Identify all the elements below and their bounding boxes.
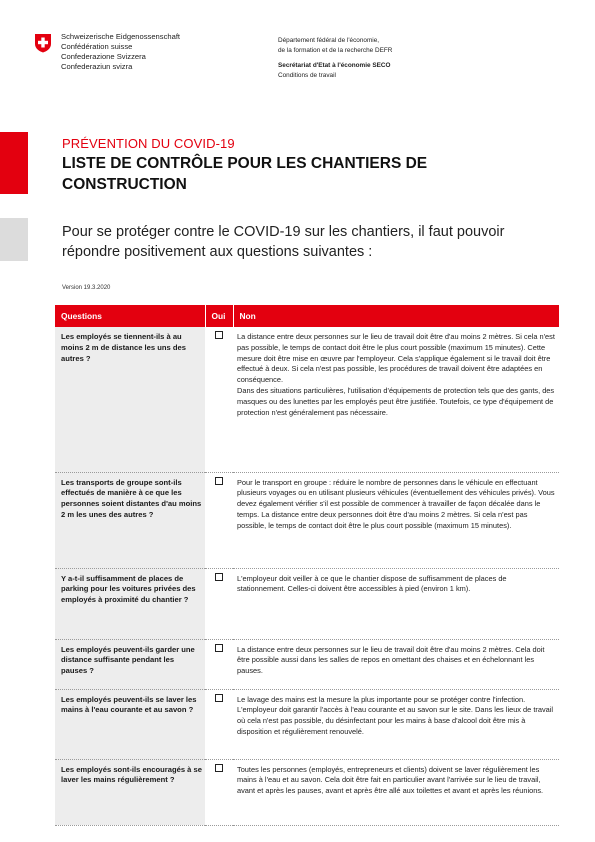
answer-paragraph: L'employeur doit veiller à ce que le chantier dispose de suffisamment de places de stationnement. Celles-ci doivent être accessibles à pied (environ 1 km). [237, 573, 507, 594]
question-cell: Les employés sont-ils encouragés à se laver les mains régulièrement ? [55, 759, 205, 825]
answer-paragraph: Pour le transport en groupe : réduire le nombre de personnes dans le véhicule en effectuant plusieurs voyages ou en utilisant plusieurs véhicules (éventuellement des véhicules privés). Vous devez également vérifier s'il est possible de commencer à travailler de façon décalée dans le temps. La distance entre deux personnes doit être d'au moins 2 mètres. Si cela n'est pas possible, le temps de contact doit être le plus court possible (maximum 15 minutes). [237, 477, 555, 530]
question-cell: Les employés peuvent-ils se laver les mains à l'eau courante et au savon ? [55, 689, 205, 759]
department-line-1: Département fédéral de l'économie, [278, 37, 380, 44]
side-accent-bar [0, 132, 28, 194]
oui-checkbox[interactable] [215, 694, 223, 702]
header-oui: Oui [205, 305, 233, 327]
unit-name: Conditions de travail [278, 71, 336, 79]
document-kicker: PRÉVENTION DU COVID-19 [62, 136, 235, 151]
document-title: LISTE DE CONTRÔLE POUR LES CHANTIERS DE CONSTRUCTION [62, 155, 428, 193]
version-label: Version 19.3.2020 [62, 285, 111, 291]
answer-cell [233, 689, 559, 759]
oui-cell [205, 639, 233, 689]
answer-paragraph: La distance entre deux personnes sur le lieu de travail doit être d'au moins 2 mètres. Cela doit être possible aussi dans les salles de repos en omettant des chaises et en échelonnant les pauses. [237, 644, 545, 676]
table-row [55, 639, 559, 689]
table-row [55, 472, 559, 568]
table-row [55, 759, 559, 825]
side-grey-bar [0, 218, 28, 261]
table-row [55, 568, 559, 639]
oui-checkbox[interactable] [215, 644, 223, 652]
department-line-2: de la formation et de la recherche DEFR [278, 46, 393, 54]
answer-cell [233, 327, 559, 472]
answer-cell [233, 639, 559, 689]
checklist-table [55, 305, 559, 826]
answer-paragraph: Dans des situations particulières, l'utilisation d'équipements de protection tels que des gants, des masques ou des lunettes par les employés peut être justifiée. Toutefois, ce type d'équipement de protection n'est généralement pas nécessaire. [237, 385, 555, 417]
table-row [55, 327, 559, 472]
oui-cell [205, 689, 233, 759]
answer-cell [233, 759, 559, 825]
federal-name-de: Schweizerische Eidgenossenschaft [61, 32, 181, 41]
oui-cell [205, 759, 233, 825]
oui-checkbox[interactable] [215, 573, 223, 581]
header-questions: Questions [55, 305, 205, 327]
federal-name-fr: Confédération suisse [61, 42, 133, 51]
answer-paragraph: Toutes les personnes (employés, entrepreneurs et clients) doivent se laver régulièrement les mains à l'eau et au savon. Cela doit être fait en particulier avant l'arrivée sur le lieu de travail, avant et après les pauses, avant et après être allé aux toilettes et avant et après les réunions. [237, 764, 544, 796]
federal-name-rm: Confederaziun svizra [61, 62, 133, 71]
swiss-cross-logo [33, 33, 53, 53]
oui-cell [205, 327, 233, 472]
oui-cell [205, 568, 233, 639]
question-cell: Les employés se tiennent-ils à au moins 2 m de distance les uns des autres ? [55, 327, 205, 472]
question-cell: Les employés peuvent-ils garder une distance suffisante pendant les pauses ? [55, 639, 205, 689]
answer-cell [233, 472, 559, 568]
oui-checkbox[interactable] [215, 331, 223, 339]
intro-text: Pour se protéger contre le COVID-19 sur les chantiers, il faut pouvoir répondre positivement aux questions suivantes : [62, 224, 505, 260]
answer-paragraph: Le lavage des mains est la mesure la plus importante pour se protéger contre l'infection. L'employeur doit garantir l'accès à l'eau courante et au savon sur le site. Dans les lieux de travail où cela n'est pas possible, du désinfectant pour les mains à base d'alcool doit être mis à disposition et régulièrement renouvelé. [237, 694, 554, 736]
oui-checkbox[interactable] [215, 764, 223, 772]
answer-paragraph: La distance entre deux personnes sur le lieu de travail doit être d'au moins 2 mètres. Si cela n'est pas possible, le temps de contact doit être le plus court possible (maximum 15 minutes). Cette mesure doit être mise en œuvre par l'employeur. Cela s'applique également si le travail doit être effectué à deux. Si cela n'est pas possible, les procédures de travail doivent être adaptées en conséquence. [237, 332, 555, 385]
question-cell: Y a-t-il suffisamment de places de parking pour les voitures privées des employés à proximité du chantier ? [55, 568, 205, 639]
table-header-row [55, 305, 559, 327]
federal-name-it: Confederazione Svizzera [61, 52, 146, 61]
header-non: Non [233, 305, 559, 327]
department-block [278, 36, 392, 80]
oui-checkbox[interactable] [215, 477, 223, 485]
table-row [55, 689, 559, 759]
answer-cell [233, 568, 559, 639]
oui-cell [205, 472, 233, 568]
question-cell: Les transports de groupe sont-ils effectués de manière à ce que les personnes soient distantes d'au moins 2 m les unes des autres ? [55, 472, 205, 568]
federal-names [61, 32, 180, 72]
secretariat-name: Secrétariat d'Etat à l'économie SECO [278, 62, 391, 69]
